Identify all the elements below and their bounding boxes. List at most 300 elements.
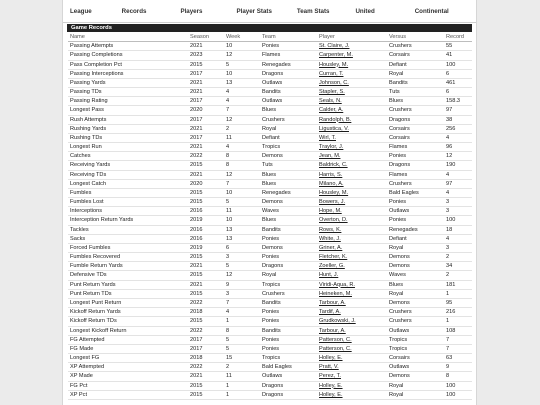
season-cell: 2017 <box>190 70 203 77</box>
record-value-cell: 34 <box>446 263 453 270</box>
season-cell: 2016 <box>190 226 203 233</box>
player-link[interactable]: Baldrick, C. <box>319 162 348 169</box>
record-value-cell: 181 <box>446 281 456 288</box>
player-cell <box>317 243 387 252</box>
record-name-cell: Longest Pass <box>70 107 104 114</box>
table-row <box>68 326 472 335</box>
week-cell: 4 <box>226 98 230 105</box>
season-cell: 2022 <box>190 299 203 306</box>
week-cell: 11 <box>226 208 232 215</box>
team-cell: Bald Eagles <box>262 364 292 371</box>
player-cell <box>317 170 387 179</box>
record-name-cell: Passing Rating <box>70 98 108 105</box>
table-row <box>68 60 472 69</box>
team-cell: Ponies <box>262 43 280 50</box>
team-cell: Dragons <box>262 382 284 389</box>
record-name-cell: Longest Run <box>70 144 102 151</box>
player-link[interactable]: Patterson, C. <box>319 345 352 352</box>
week-cell: 12 <box>226 116 233 123</box>
season-cell: 2018 <box>190 355 203 362</box>
team-cell: Tropics <box>262 144 281 151</box>
nav-team-stats-link[interactable]: Team Stats <box>296 7 330 15</box>
player-link[interactable]: Calder, A. <box>319 107 344 114</box>
player-cell <box>317 280 387 289</box>
table-row <box>68 188 472 197</box>
week-cell: 11 <box>226 373 232 380</box>
season-cell: 2020 <box>190 180 203 187</box>
player-cell <box>317 216 387 225</box>
table-row <box>68 335 472 344</box>
record-name-cell: Kickoff Return TDs <box>70 318 117 325</box>
week-cell: 4 <box>226 309 230 316</box>
team-cell: Waves <box>262 208 279 215</box>
season-cell: 2015 <box>190 382 203 389</box>
week-cell: 4 <box>226 89 230 96</box>
player-link[interactable]: Zoeller, G. <box>319 263 345 270</box>
record-name-cell: Sacks <box>70 235 86 242</box>
player-link[interactable]: Hope, M. <box>319 208 342 215</box>
player-link[interactable]: Ligustica, V. <box>319 125 349 132</box>
player-cell <box>317 188 387 197</box>
team-cell: Blues <box>262 180 276 187</box>
team-cell: Ponies <box>262 336 280 343</box>
table-row <box>68 289 472 298</box>
player-link[interactable]: Overton, D. <box>319 217 348 224</box>
player-link[interactable]: Stapler, S. <box>319 89 345 96</box>
season-cell: 2015 <box>190 189 203 196</box>
player-link[interactable]: Grudkowski, J. <box>319 318 356 325</box>
player-cell <box>317 253 387 262</box>
player-link[interactable]: Milano, A. <box>319 180 344 187</box>
player-cell <box>317 106 387 115</box>
week-cell: 3 <box>226 254 230 261</box>
team-cell: Dragons <box>262 70 284 77</box>
team-cell: Ponies <box>262 254 280 261</box>
versus-cell: Crushers <box>389 180 412 187</box>
versus-cell: Flames <box>389 171 408 178</box>
week-cell: 5 <box>226 263 230 270</box>
record-name-cell: Passing Interceptions <box>70 70 124 77</box>
record-name-cell: Punt Return Yards <box>70 281 116 288</box>
week-cell: 8 <box>226 153 230 160</box>
season-cell: 2017 <box>190 98 203 105</box>
table-row <box>68 106 472 115</box>
table-row <box>68 243 472 252</box>
record-value-cell: 3 <box>446 244 450 251</box>
record-name-cell: Fumbles Recovered <box>70 254 121 261</box>
record-value-cell: 4 <box>446 134 450 141</box>
season-cell: 2022 <box>190 153 203 160</box>
team-cell: Royal <box>262 272 277 279</box>
versus-cell: Corsairs <box>389 355 410 362</box>
player-cell <box>317 42 387 51</box>
team-cell: Dragons <box>262 263 284 270</box>
player-link[interactable]: Holley, E. <box>319 355 343 362</box>
record-value-cell: 1 <box>446 290 450 297</box>
record-name-cell: Longest Punt Return <box>70 299 122 306</box>
record-name-cell: Fumble Return Yards <box>70 263 123 270</box>
week-cell: 1 <box>226 382 230 389</box>
record-name-cell: Rushing TDs <box>70 134 103 141</box>
versus-cell: Crushers <box>389 107 412 114</box>
record-name-cell: FG Pct <box>70 382 88 389</box>
week-cell: 5 <box>226 199 230 206</box>
player-link[interactable]: Harris, S. <box>319 171 343 178</box>
player-cell <box>317 78 387 87</box>
record-name-cell: FG Attempted <box>70 336 105 343</box>
player-cell <box>317 198 387 207</box>
record-value-cell: 108 <box>446 327 456 334</box>
column-header-season: Season <box>188 33 224 42</box>
table-row <box>68 115 472 124</box>
season-cell: 2023 <box>190 52 203 59</box>
player-link[interactable]: Tardif, A. <box>319 309 341 316</box>
week-cell: 5 <box>226 61 230 68</box>
versus-cell: Ponies <box>389 153 407 160</box>
table-row <box>68 253 472 262</box>
record-name-cell: Passing Completions <box>70 52 123 59</box>
record-value-cell: 256 <box>446 125 456 132</box>
player-link[interactable]: Wirl, T. <box>319 134 336 141</box>
player-cell <box>317 133 387 142</box>
versus-cell: Ponies <box>389 199 407 206</box>
column-header-record: Record <box>444 33 472 42</box>
versus-cell: Crushers <box>389 309 412 316</box>
table-row <box>68 354 472 363</box>
team-cell: Blues <box>262 217 276 224</box>
player-link[interactable]: Hunt, J. <box>319 272 339 279</box>
section-title: Game Records <box>67 24 472 32</box>
player-cell <box>317 298 387 307</box>
record-value-cell: 158.3 <box>446 98 460 105</box>
record-value-cell: 96 <box>446 144 453 151</box>
player-cell <box>317 152 387 161</box>
player-cell <box>317 335 387 344</box>
record-name-cell: Forced Fumbles <box>70 244 111 251</box>
record-value-cell: 2 <box>446 254 450 261</box>
season-cell: 2015 <box>190 272 203 279</box>
player-cell <box>317 317 387 326</box>
versus-cell: Defiant <box>389 235 407 242</box>
versus-cell: Demons <box>389 263 410 270</box>
record-value-cell: 216 <box>446 309 456 316</box>
player-link[interactable]: Patterson, C. <box>319 336 352 343</box>
player-cell <box>317 308 387 317</box>
player-cell <box>317 344 387 353</box>
record-name-cell: Fumbles Lost <box>70 199 104 206</box>
record-name-cell: XP Pct <box>70 391 87 398</box>
week-cell: 2 <box>226 125 230 132</box>
record-name-cell: Fumbles <box>70 189 92 196</box>
season-cell: 2019 <box>190 217 203 224</box>
versus-cell: Royal <box>389 290 404 297</box>
player-cell <box>317 60 387 69</box>
team-cell: Flames <box>262 52 281 59</box>
record-value-cell: 461 <box>446 79 456 86</box>
record-name-cell: Rushing Yards <box>70 125 107 132</box>
season-cell: 2015 <box>190 61 203 68</box>
versus-cell: Tropics <box>389 336 408 343</box>
record-value-cell: 1 <box>446 318 450 325</box>
team-cell: Blues <box>262 107 276 114</box>
record-value-cell: 6 <box>446 89 450 96</box>
top-nav <box>63 0 476 23</box>
week-cell: 4 <box>226 144 230 151</box>
team-cell: Tuts <box>262 162 273 169</box>
player-link[interactable]: Fletcher, K. <box>319 254 348 261</box>
table-row <box>68 152 472 161</box>
nav-league-link[interactable]: League <box>70 7 92 15</box>
table-row <box>68 262 472 271</box>
season-cell: 2021 <box>190 43 203 50</box>
player-link[interactable]: Curran, T. <box>319 70 344 77</box>
versus-cell: Blues <box>389 281 403 288</box>
table-row <box>68 363 472 372</box>
record-name-cell: Longest Kickoff Return <box>70 327 127 334</box>
season-cell: 2015 <box>190 290 203 297</box>
record-value-cell: 100 <box>446 382 456 389</box>
team-cell: Demons <box>262 153 283 160</box>
player-link[interactable]: Tarbour, A. <box>319 327 346 334</box>
versus-cell: Ponies <box>389 217 407 224</box>
player-link[interactable]: Tarbour, A. <box>319 299 346 306</box>
record-value-cell: 7 <box>446 336 450 343</box>
player-cell <box>317 115 387 124</box>
player-link[interactable]: Pratt, V. <box>319 364 339 371</box>
record-name-cell: Receiving Yards <box>70 162 111 169</box>
table-row <box>68 69 472 78</box>
versus-cell: Outlaws <box>389 327 410 334</box>
week-cell: 13 <box>226 235 233 242</box>
team-cell: Ponies <box>262 345 280 352</box>
nav-united-link[interactable]: United <box>355 7 375 15</box>
nav-continental-link[interactable]: Continental <box>414 7 449 15</box>
record-value-cell: 100 <box>446 61 456 68</box>
record-value-cell: 100 <box>446 217 456 224</box>
table-row <box>68 225 472 234</box>
record-name-cell: Interceptions <box>70 208 103 215</box>
week-cell: 10 <box>226 189 233 196</box>
player-cell <box>317 179 387 188</box>
week-cell: 12 <box>226 272 233 279</box>
nav-players-link[interactable]: Players <box>180 7 203 15</box>
player-link[interactable]: Housley, M. <box>319 61 349 68</box>
record-name-cell: FG Made <box>70 345 94 352</box>
player-link[interactable]: Rows, K. <box>319 226 342 233</box>
week-cell: 6 <box>226 244 230 251</box>
versus-cell: Crushers <box>389 318 412 325</box>
player-link[interactable]: Holley, E. <box>319 382 343 389</box>
season-cell: 2016 <box>190 235 203 242</box>
versus-cell: Bald Eagles <box>389 189 419 196</box>
season-cell: 2015 <box>190 199 203 206</box>
table-row <box>68 124 472 133</box>
versus-cell: Blues <box>389 98 403 105</box>
season-cell: 2021 <box>190 144 203 151</box>
table-row <box>68 317 472 326</box>
versus-cell: Royal <box>389 70 404 77</box>
column-header-week: Week <box>224 33 260 42</box>
player-link[interactable]: Heineken, M. <box>319 290 352 297</box>
versus-cell: Demons <box>389 373 410 380</box>
player-cell <box>317 234 387 243</box>
table-header-row <box>68 33 472 42</box>
week-cell: 7 <box>226 299 230 306</box>
player-cell <box>317 363 387 372</box>
versus-cell: Corsairs <box>389 134 410 141</box>
table-row <box>68 143 472 152</box>
record-value-cell: 7 <box>446 345 450 352</box>
versus-cell: Demons <box>389 254 410 261</box>
player-cell <box>317 289 387 298</box>
record-name-cell: Pass Completion Pct <box>70 61 122 68</box>
week-cell: 12 <box>226 171 233 178</box>
season-cell: 2021 <box>190 373 203 380</box>
record-value-cell: 97 <box>446 180 453 187</box>
team-cell: Ponies <box>262 235 280 242</box>
table-row <box>68 133 472 142</box>
versus-cell: Royal <box>389 244 404 251</box>
week-cell: 13 <box>226 79 233 86</box>
record-name-cell: Defensive TDs <box>70 272 107 279</box>
player-link[interactable]: Viridi-Aqua, R. <box>319 281 355 288</box>
record-value-cell: 97 <box>446 107 453 114</box>
week-cell: 5 <box>226 336 230 343</box>
player-link[interactable]: Randolph, B. <box>319 116 352 123</box>
nav-records-link[interactable]: Records <box>121 7 147 15</box>
season-cell: 2018 <box>190 309 203 316</box>
record-value-cell: 63 <box>446 355 453 362</box>
team-cell: Renegades <box>262 189 291 196</box>
week-cell: 7 <box>226 180 230 187</box>
record-name-cell: Rush Attempts <box>70 116 107 123</box>
table-row <box>68 216 472 225</box>
page-container <box>62 0 477 405</box>
versus-cell: Corsairs <box>389 52 410 59</box>
versus-cell: Tuts <box>389 89 400 96</box>
table-row <box>68 344 472 353</box>
versus-cell: Dragons <box>389 162 411 169</box>
record-name-cell: Catches <box>70 153 91 160</box>
table-row <box>68 78 472 87</box>
record-name-cell: Receiving TDs <box>70 171 107 178</box>
record-name-cell: Longest Catch <box>70 180 107 187</box>
team-cell: Ponies <box>262 318 280 325</box>
table-row <box>68 390 472 399</box>
player-link[interactable]: Griner, A. <box>319 244 343 251</box>
player-link[interactable]: Housley, M. <box>319 189 349 196</box>
team-cell: Renegades <box>262 61 291 68</box>
week-cell: 11 <box>226 134 232 141</box>
player-link[interactable]: Bowers, J. <box>319 199 346 206</box>
versus-cell: Waves <box>389 272 406 279</box>
season-cell: 2022 <box>190 364 203 371</box>
record-value-cell: 4 <box>446 171 450 178</box>
season-cell: 2021 <box>190 89 203 96</box>
player-link[interactable]: Jean, M. <box>319 153 341 160</box>
team-cell: Bandits <box>262 226 281 233</box>
player-cell <box>317 88 387 97</box>
season-cell: 2017 <box>190 134 203 141</box>
table-row <box>68 170 472 179</box>
nav-player-stats-link[interactable]: Player Stats <box>236 7 272 15</box>
versus-cell: Corsairs <box>389 125 410 132</box>
player-link[interactable]: St. Claire, J. <box>319 43 350 50</box>
record-value-cell: 2 <box>446 272 450 279</box>
record-name-cell: Interception Return Yards <box>70 217 134 224</box>
team-cell: Outlaws <box>262 79 283 86</box>
team-cell: Crushers <box>262 290 285 297</box>
column-header-team: Team <box>260 33 317 42</box>
season-cell: 2017 <box>190 345 203 352</box>
versus-cell: Defiant <box>389 61 407 68</box>
player-link[interactable]: Seals, N. <box>319 98 342 105</box>
player-link[interactable]: Traylor, J. <box>319 144 344 151</box>
player-cell <box>317 326 387 335</box>
week-cell: 13 <box>226 226 233 233</box>
team-cell: Outlaws <box>262 98 283 105</box>
player-cell <box>317 390 387 399</box>
week-cell: 9 <box>226 281 230 288</box>
record-value-cell: 6 <box>446 70 450 77</box>
table-row <box>68 179 472 188</box>
player-link[interactable]: White, J. <box>319 235 341 242</box>
table-row <box>68 234 472 243</box>
column-header-name: Name <box>68 33 188 42</box>
player-cell <box>317 372 387 381</box>
team-cell: Dragons <box>262 391 284 398</box>
record-value-cell: 3 <box>446 199 450 206</box>
team-cell: Demons <box>262 244 283 251</box>
team-cell: Ponies <box>262 309 280 316</box>
team-cell: Demons <box>262 199 283 206</box>
player-cell <box>317 271 387 280</box>
team-cell: Tropics <box>262 281 281 288</box>
record-value-cell: 38 <box>446 116 453 123</box>
player-link[interactable]: Carpenter, M. <box>319 52 353 59</box>
season-cell: 2021 <box>190 125 203 132</box>
player-link[interactable]: Perez, T. <box>319 373 341 380</box>
player-link[interactable]: Holley, E. <box>319 391 343 398</box>
record-name-cell: Passing TDs <box>70 89 102 96</box>
player-cell <box>317 381 387 390</box>
record-value-cell: 9 <box>446 364 450 371</box>
week-cell: 8 <box>226 327 230 334</box>
record-value-cell: 55 <box>446 43 453 50</box>
versus-cell: Bandits <box>389 79 408 86</box>
table-row <box>68 88 472 97</box>
record-value-cell: 18 <box>446 226 453 233</box>
week-cell: 10 <box>226 70 233 77</box>
record-name-cell: Passing Attempts <box>70 43 114 50</box>
record-name-cell: XP Made <box>70 373 93 380</box>
player-cell <box>317 69 387 78</box>
column-header-player: Player <box>317 33 387 42</box>
week-cell: 15 <box>226 355 233 362</box>
versus-cell: Renegades <box>389 226 418 233</box>
versus-cell: Royal <box>389 382 404 389</box>
record-value-cell: 3 <box>446 208 450 215</box>
season-cell: 2017 <box>190 336 203 343</box>
player-link[interactable]: Johnson, C. <box>319 79 349 86</box>
season-cell: 2019 <box>190 244 203 251</box>
season-cell: 2015 <box>190 318 203 325</box>
season-cell: 2021 <box>190 79 203 86</box>
player-cell <box>317 262 387 271</box>
versus-cell: Demons <box>389 299 410 306</box>
record-value-cell: 8 <box>446 373 450 380</box>
versus-cell: Outlaws <box>389 208 410 215</box>
